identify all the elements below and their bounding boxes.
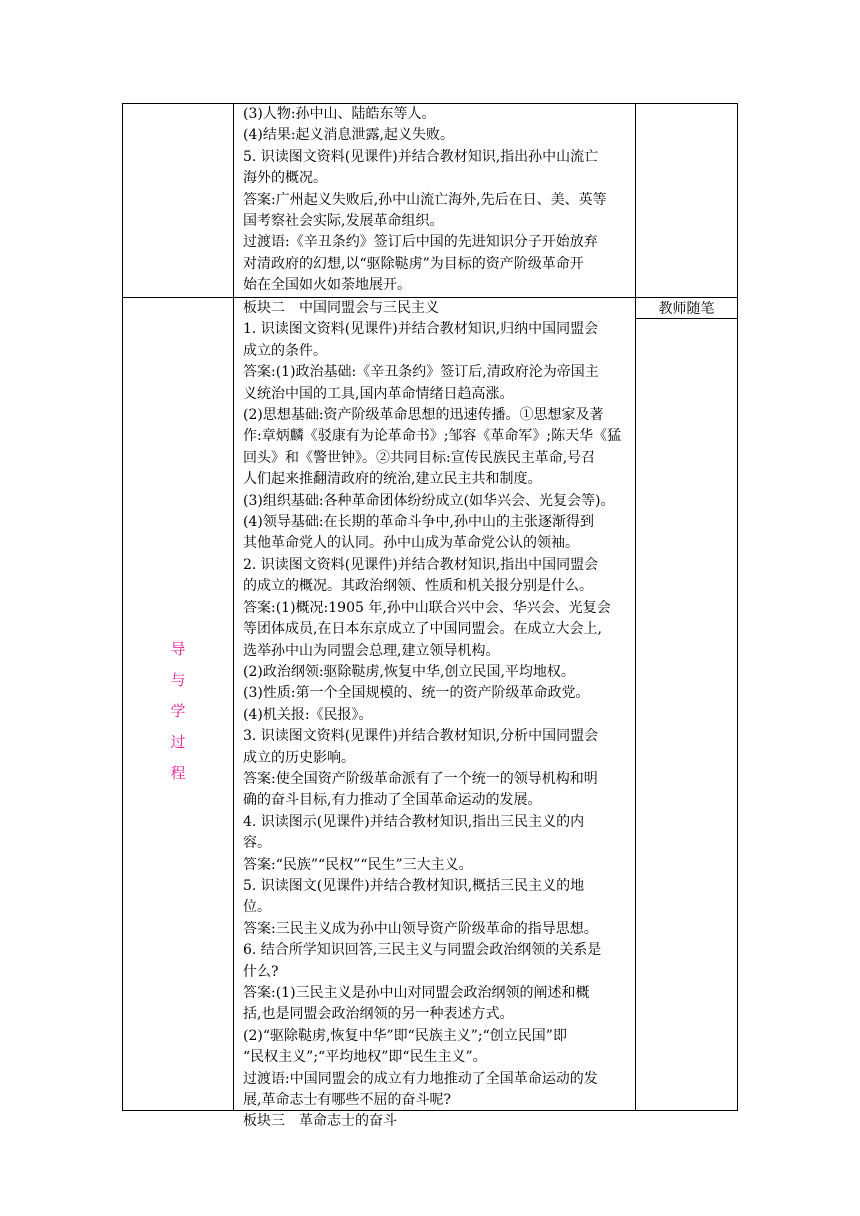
text-line: 海外的概况。 [243, 170, 327, 187]
text-line: (2)“驱除鞑虏,恢复中华”即“民族主义”;“创立民国”即 [243, 1027, 567, 1044]
text-line: 展,革命志士有哪些不屈的奋斗呢? [243, 1092, 451, 1109]
label-char: 学 [170, 702, 186, 720]
text-line: (3)组织基础:各种革命团体纷纷成立(如华兴会、光复会等)。 [243, 492, 615, 509]
table-divider-2 [635, 103, 636, 1111]
section-label-guided-learning [123, 634, 233, 789]
text-line: 过渡语:《辛丑条约》签订后中国的先进知识分子开始放弃 [243, 234, 598, 251]
text-line: 2. 识读图文资料(见课件)并结合教材知识,指出中国同盟会 [243, 556, 599, 573]
text-line: 始在全国如火如荼地展开。 [243, 277, 411, 294]
text-line: 的成立的概况。其政治纲领、性质和机关报分别是什么。 [243, 578, 593, 595]
text-line: 位。 [243, 899, 271, 916]
section-heading: 板块三 革命志士的奋斗 [243, 1113, 397, 1130]
text-line: 容。 [243, 835, 271, 852]
text-line: 答案:(1)政治基础:《辛丑条约》签订后,清政府沦为帝国主 [243, 364, 599, 381]
text-line: (2)思想基础:资产阶级革命思想的迅速传播。①思想家及著 [243, 407, 604, 424]
text-line: 选举孙中山为同盟会总理,建立领导机构。 [243, 642, 500, 659]
label-char: 过 [170, 733, 186, 751]
text-line: 人们起来推翻清政府的统治,建立民主共和制度。 [243, 471, 542, 488]
text-line: 答案:使全国资产阶级革命派有了一个统一的领导机构和明 [243, 770, 598, 787]
text-line: 答案:“民族”“民权”“民生”三大主义。 [243, 856, 473, 873]
text-line: 国考察社会实际,发展革命组织。 [243, 213, 444, 230]
text-line: 答案:(1)概况:1905 年,孙中山联合兴中会、华兴会、光复会 [243, 599, 611, 616]
table-divider-1 [233, 103, 234, 1111]
text-line: (4)机关报:《民报》。 [243, 706, 373, 723]
text-line: 4. 识读图示(见课件)并结合教材知识,指出三民主义的内 [243, 813, 585, 830]
text-line: 义统治中国的工具,国内革命情绪日趋高涨。 [243, 385, 514, 402]
text-line: 括,也是同盟会政治纲领的另一种表述方式。 [243, 1006, 514, 1023]
text-line: (4)结果:起义消息泄露,起义失败。 [243, 127, 454, 144]
text-line: 什么? [243, 963, 279, 980]
text-line: 答案:(1)三民主义是孙中山对同盟会政治纲领的阐述和概 [243, 985, 590, 1001]
text-line: 5. 识读图文(见课件)并结合教材知识,概括三民主义的地 [243, 877, 585, 894]
text-line: 答案:广州起义失败后,孙中山流亡海外,先后在日、美、英等 [243, 191, 607, 208]
text-line: 成立的条件。 [243, 342, 327, 359]
text-line: 5. 识读图文资料(见课件)并结合教材知识,指出孙中山流亡 [243, 148, 599, 165]
text-line: 过渡语:中国同盟会的成立有力地推动了全国革命运动的发 [243, 1070, 598, 1087]
row2-content [243, 298, 635, 1133]
text-line: 对清政府的幻想,以“驱除鞑虏”为目标的资产阶级革命开 [243, 255, 584, 272]
text-line: 确的奋斗目标,有力推动了全国革命运动的发展。 [243, 792, 542, 809]
text-line: (2)政治纲领:驱除鞑虏,恢复中华,创立民国,平均地权。 [243, 663, 575, 680]
label-char: 程 [170, 764, 186, 782]
text-line: (3)人物:孙中山、陆皓东等人。 [243, 106, 436, 122]
row1-content [243, 104, 635, 297]
table-border-right [737, 103, 738, 1111]
text-line: “民权主义”;“平均地权”即“民生主义”。 [243, 1049, 487, 1066]
teacher-notes-header: 教师随笔 [658, 301, 715, 317]
text-line: (4)领导基础:在长期的革命斗争中,孙中山的主张逐渐得到 [243, 514, 594, 531]
text-line: 3. 识读图文资料(见课件)并结合教材知识,分析中国同盟会 [243, 728, 599, 745]
text-line: 等团体成员,在日本东京成立了中国同盟会。在成立大会上, [243, 621, 602, 638]
text-line: 1. 识读图文资料(见课件)并结合教材知识,归纳中国同盟会 [243, 321, 599, 338]
text-line: 答案:三民主义成为孙中山领导资产阶级革命的指导思想。 [243, 920, 598, 937]
text-line: 回头》和《警世钟》。②共同目标:宣传民族民主革命,号召 [243, 449, 596, 466]
text-line: 作:章炳麟《驳康有为论革命书》;邹容《革命军》;陈天华《猛 [243, 428, 622, 445]
label-char: 导 [170, 640, 186, 658]
text-line: 6. 结合所学知识回答,三民主义与同盟会政治纲领的关系是 [243, 942, 602, 959]
text-line: 成立的历史影响。 [243, 749, 355, 766]
section-heading: 板块二 中国同盟会与三民主义 [243, 300, 439, 316]
label-char: 与 [170, 671, 186, 689]
table-border-left [122, 103, 123, 1111]
text-line: (3)性质:第一个全国规模的、统一的资产阶级革命政党。 [243, 685, 590, 702]
text-line: 其他革命党人的认同。孙中山成为革命党公认的领袖。 [243, 535, 579, 552]
